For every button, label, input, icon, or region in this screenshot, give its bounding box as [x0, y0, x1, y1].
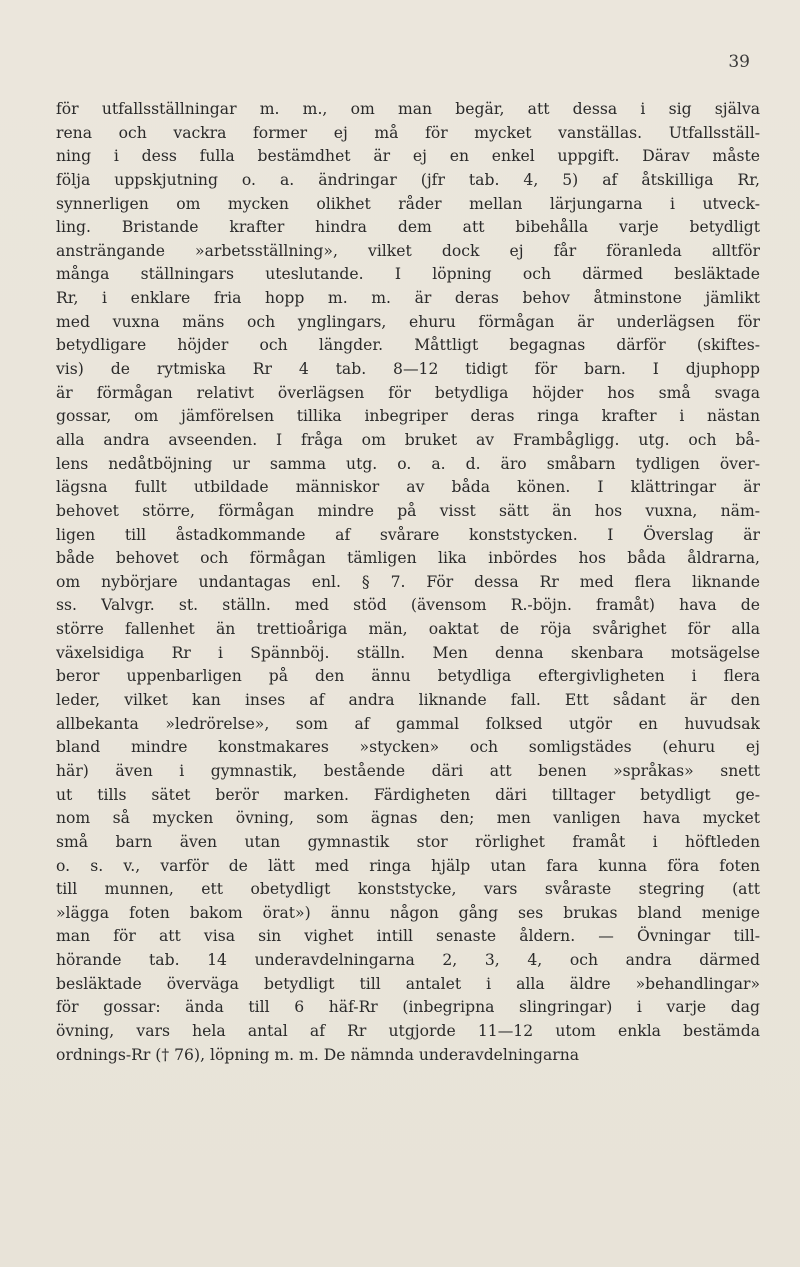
text-line: Rr, i enklare fria hopp m. m. är deras behov åtminstone jämlikt: [56, 289, 760, 308]
text-line: alla andra avseenden. I fråga om bruket av Frambågligg. utg. och bå-: [56, 430, 760, 449]
text-line: man för att visa sin vighet intill senaste åldern. — Övningar till-: [56, 927, 760, 946]
text-line: rena och vackra former ej må för mycket vanställas. Utfallsställ-: [56, 123, 760, 142]
text-line: ling. Bristande krafter hindra dem att bibehålla varje betydligt: [56, 218, 760, 237]
text-line: både behovet och förmågan tämligen lika inbördes hos båda åldrarna,: [56, 549, 760, 568]
text-line: ning i dess fulla bestämdhet är ej en enkel uppgift. Därav måste: [56, 147, 760, 166]
text-line: följa uppskjutning o. a. ändringar (jfr tab. 4, 5) af åtskilliga Rr,: [56, 170, 760, 189]
text-line: »lägga foten bakom örat») ännu någon gång ses brukas bland menige: [56, 903, 760, 922]
text-line: större fallenhet än trettioåriga män, oaktat de röja svårighet för alla: [56, 620, 760, 639]
text-line: om nybörjare undantagas enl. § 7. För dessa Rr med flera liknande: [56, 572, 760, 591]
text-line: ansträngande »arbetsställning», vilket dock ej får föranleda alltför: [56, 241, 760, 260]
text-line: för utfallsställningar m. m., om man begär, att dessa i sig själva: [56, 100, 760, 118]
text-line: allbekanta »ledrörelse», som af gammal folksed utgör en huvudsak: [56, 714, 760, 733]
text-line: små barn även utan gymnastik stor rörlighet framåt i höftleden: [56, 832, 760, 851]
text-line: besläktade överväga betydligt till antalet i alla äldre »behandlingar»: [56, 974, 760, 993]
text-line: ut tills sätet berör marken. Färdigheten däri tilltager betydligt ge-: [56, 785, 760, 804]
text-line: o. s. v., varför de lätt med ringa hjälp utan fara kunna föra foten: [56, 856, 760, 875]
text-line: ligen till åstadkommande af svårare konststycken. I Överslag är: [56, 525, 760, 544]
text-line: övning, vars hela antal af Rr utgjorde 11—12 utom enkla bestämda: [56, 1021, 760, 1040]
text-line: lens nedåtböjning ur samma utg. o. a. d. äro småbarn tydligen över-: [56, 454, 760, 473]
text-line: leder, vilket kan inses af andra liknande fall. Ett sådant är den: [56, 691, 760, 710]
text-line: betydligare höjder och längder. Måttligt begagnas därför (skiftes-: [56, 336, 760, 355]
text-line: till munnen, ett obetydligt konststycke, vars svåraste stegring (att: [56, 880, 760, 899]
page-number: 39: [728, 52, 750, 72]
text-line: nom så mycken övning, som ägnas den; men vanligen hava mycket: [56, 809, 760, 828]
text-line: växelsidiga Rr i Spännböj. ställn. Men denna skenbara motsägelse: [56, 643, 760, 662]
text-line: här) även i gymnastik, bestående däri att benen »språkas» snett: [56, 761, 760, 780]
text-line: synnerligen om mycken olikhet råder mellan lärjungarna i utveck-: [56, 194, 760, 213]
text-line: lägsna fullt utbildade människor av båda könen. I klättringar är: [56, 478, 760, 497]
text-line: ss. Valvgr. st. ställn. med stöd (ävensom R.-böjn. framåt) hava de: [56, 596, 760, 615]
text-line: hörande tab. 14 underavdelningarna 2, 3, 4, och andra därmed: [56, 951, 760, 970]
text-line: vis) de rytmiska Rr 4 tab. 8—12 tidigt för barn. I djuphopp: [56, 360, 760, 379]
text-line: bland mindre konstmakares »stycken» och somligstädes (ehuru ej: [56, 738, 760, 757]
body-text: [56, 98, 760, 1067]
text-line: ordnings-Rr († 76), löpning m. m. De nämnda underavdelningarna: [56, 1045, 580, 1064]
text-line: behovet större, förmågan mindre på visst sätt än hos vuxna, näm-: [56, 501, 760, 520]
text-line: för gossar: ända till 6 häf-Rr (inbegripna slingringar) i varje dag: [56, 998, 760, 1017]
text-line: gossar, om jämförelsen tillika inbegriper deras ringa krafter i nästan: [56, 407, 760, 426]
text-line: många ställningars uteslutande. I löpning och därmed besläktade: [56, 265, 760, 284]
text-line: beror uppenbarligen på den ännu betydliga eftergivligheten i flera: [56, 667, 760, 686]
text-line: med vuxna mäns och ynglingars, ehuru förmågan är underlägsen för: [56, 312, 760, 331]
text-line: är förmågan relativt överlägsen för betydliga höjder hos små svaga: [56, 383, 760, 402]
